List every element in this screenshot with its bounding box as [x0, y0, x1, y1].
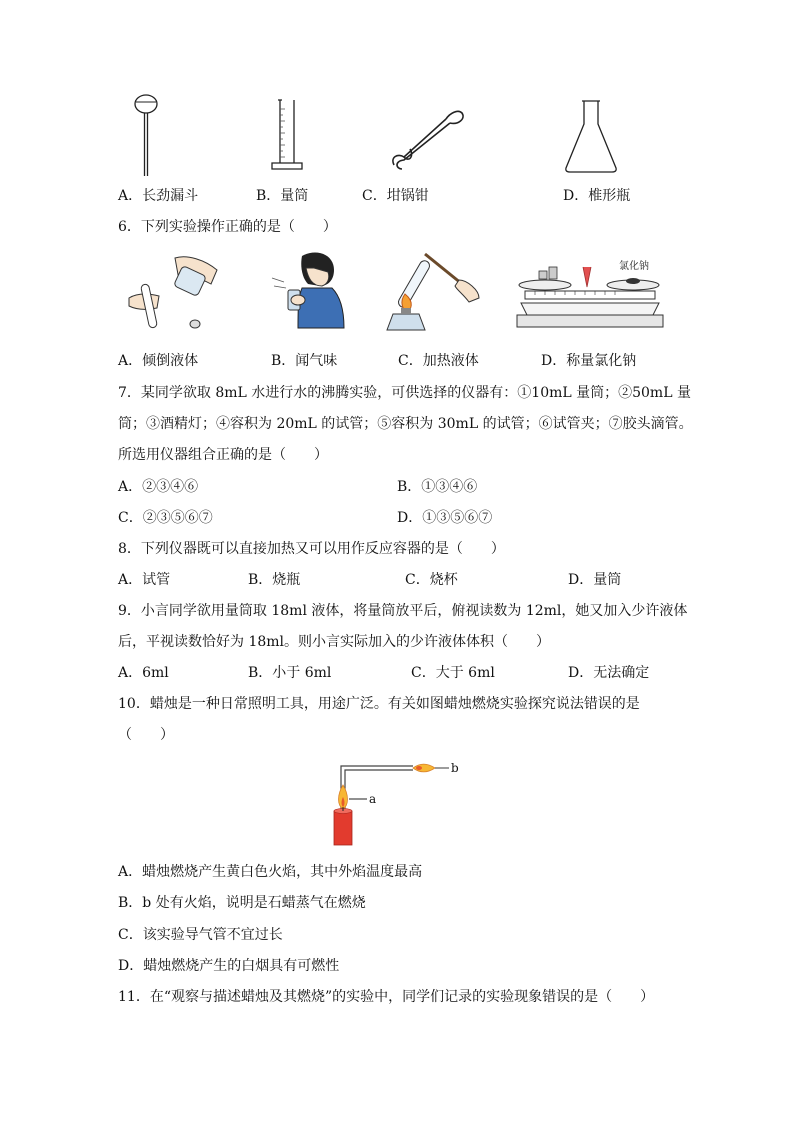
q7-option-a: A．②③④⑥	[118, 479, 199, 495]
q10-option-a: A．蜡烛燃烧产生黄白色火焰，其中外焰温度最高	[118, 864, 423, 880]
q6-option-d: D．称量氯化钠	[541, 353, 637, 369]
heating-liquid-icon	[385, 250, 485, 334]
label-b: b	[451, 761, 459, 775]
q7-option-c: C．②③⑤⑥⑦	[118, 510, 213, 526]
q10-option-c: C．该实验导气管不宜过长	[118, 927, 283, 943]
q7-option-d: D．①③⑤⑥⑦	[397, 510, 493, 526]
q5-option-b: B．量筒	[256, 188, 309, 204]
q8-option-c: C．烧杯	[405, 572, 458, 588]
q10-option-d: D．蜡烛燃烧产生的白烟具有可燃性	[118, 958, 340, 974]
sodium-chloride-label: 氯化钠	[619, 261, 649, 272]
q10-stem-line2: （ ）	[118, 727, 174, 743]
q5-option-a: A．长劲漏斗	[118, 188, 199, 204]
balance-weighing-icon	[515, 255, 665, 333]
label-a: a	[369, 792, 377, 806]
smelling-odor-icon	[268, 248, 352, 332]
q6-option-c: C．加热液体	[398, 353, 479, 369]
graduated-cylinder-icon	[268, 97, 308, 173]
q7-stem-line1: 7．某同学欲取 8mL 水进行水的沸腾实验，可供选择的仪器有：①10mL 量筒；②50mL 量	[118, 385, 691, 401]
q8-option-a: A．试管	[118, 572, 171, 588]
q9-option-a: A．6ml	[118, 665, 169, 681]
q9-option-c: C．大于 6ml	[411, 665, 495, 681]
q5-option-d: D．椎形瓶	[563, 188, 631, 204]
crucible-tongs-icon	[388, 105, 468, 175]
q7-option-b: B．①③④⑥	[397, 479, 478, 495]
conical-flask-icon	[560, 98, 622, 176]
q9-option-d: D．无法确定	[568, 665, 650, 681]
long-neck-funnel-icon	[128, 92, 164, 180]
q9-option-b: B．小于 6ml	[248, 665, 332, 681]
candle-experiment-figure	[325, 755, 465, 847]
q8-option-b: B．烧瓶	[248, 572, 301, 588]
q8-stem: 8．下列仪器既可以直接加热又可以用作反应容器的是（ ）	[118, 541, 505, 557]
q7-stem-line2: 筒；③酒精灯；④容积为 20mL 的试管；⑤容积为 30mL 的试管；⑥试管夹；⑦胶头滴管。	[118, 416, 693, 432]
q10-option-b: B．b 处有火焰，说明是石蜡蒸气在燃烧	[118, 895, 366, 911]
q7-stem-line3: 所选用仪器组合正确的是（ ）	[118, 447, 328, 463]
q9-stem-line2: 后，平视读数恰好为 18ml。则小言实际加入的少许液体体积（ ）	[118, 634, 551, 650]
q5-option-c: C．坩锅钳	[362, 188, 429, 204]
q9-stem-line1: 9．小言同学欲用量筒取 18ml 液体，将量筒放平后，俯视读数为 12ml，她又加入少许液体	[118, 603, 688, 619]
pouring-liquid-icon	[125, 250, 225, 332]
q10-stem-line1: 10．蜡烛是一种日常照明工具，用途广泛。有关如图蜡烛燃烧实验探究说法错误的是	[118, 696, 640, 712]
q6-option-a: A．倾倒液体	[118, 353, 199, 369]
q8-option-d: D．量筒	[568, 572, 622, 588]
q11-stem: 11．在“观察与描述蜡烛及其燃烧”的实验中，同学们记录的实验现象错误的是（ ）	[118, 989, 655, 1005]
q6-option-b: B．闻气味	[271, 353, 338, 369]
q6-stem: 6．下列实验操作正确的是（ ）	[118, 219, 337, 235]
